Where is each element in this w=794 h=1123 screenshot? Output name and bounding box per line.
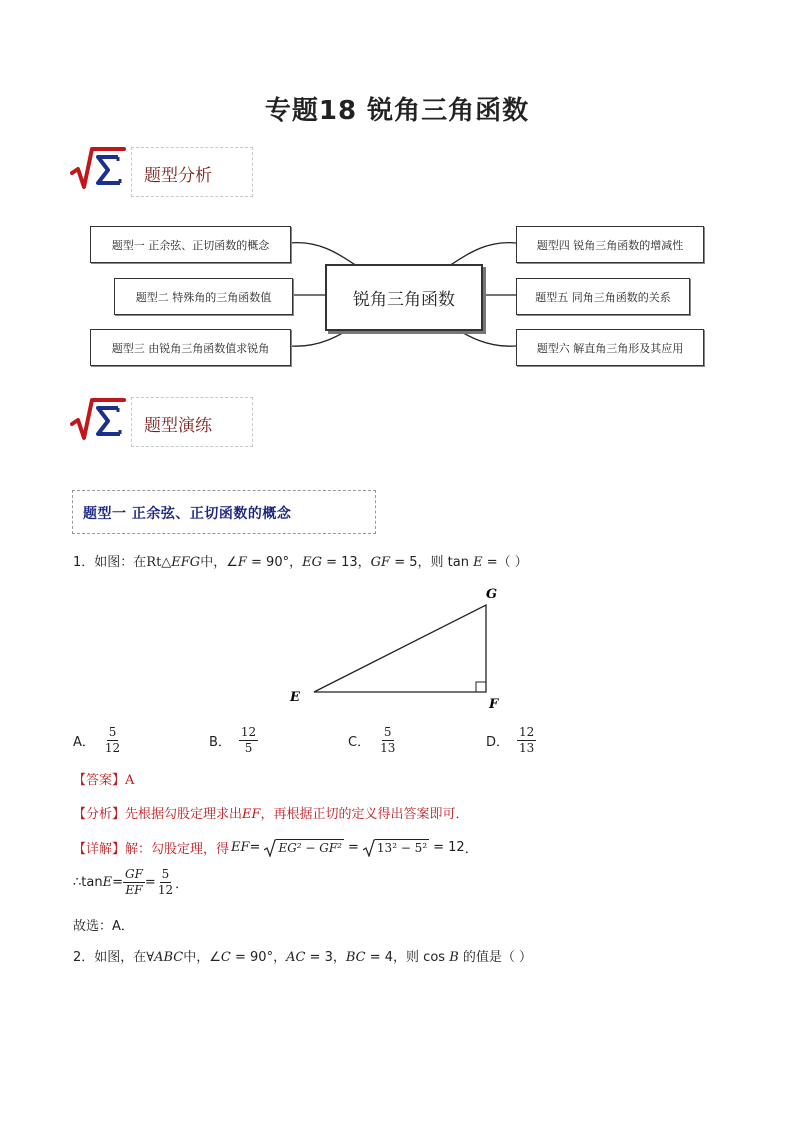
fraction-denominator: 12 <box>104 741 121 755</box>
therefore-fraction <box>123 867 145 898</box>
q2-stem-text: = 3， <box>305 950 346 965</box>
vertex-label-f: F <box>489 697 499 712</box>
therefore-eq: = <box>112 875 123 890</box>
mindmap-node-type1: 题型一 正余弦、正切函数的概念 <box>90 226 291 263</box>
page-title: 专题18 锐角三角函数 <box>264 96 530 126</box>
vertex-label-e: E <box>290 690 300 705</box>
mindmap-center-node: 锐角三角函数 <box>325 264 483 331</box>
section-label-analysis: 题型分析 <box>144 166 212 186</box>
triangle-efg <box>314 605 486 692</box>
option-letter: C． <box>348 735 371 750</box>
fraction-numerator: GF <box>124 867 143 881</box>
fraction-denominator: EF <box>125 883 143 897</box>
option-fraction <box>239 725 258 756</box>
q2-stem-var: B <box>449 950 459 965</box>
fraction-numerator: 5 <box>161 867 170 881</box>
detail-eq: = <box>348 840 359 855</box>
option-letter: B． <box>209 735 231 750</box>
sqrt-radical <box>264 839 344 857</box>
section-label-practice: 题型演练 <box>144 416 212 436</box>
fraction-denominator: 13 <box>519 741 535 755</box>
fraction-denominator: 12 <box>157 883 174 897</box>
fraction-numerator: 5 <box>383 725 392 739</box>
option-letter: A． <box>73 735 95 750</box>
sqrt-sign-icon <box>363 839 375 857</box>
q2-stem-text: = 90°， <box>230 950 287 965</box>
mindmap-node-type6: 题型六 解直角三角形及其应用 <box>516 329 704 366</box>
q1-choose: 故选：A． <box>73 919 134 934</box>
q1-stem-text: = 13， <box>321 555 371 570</box>
therefore-fraction <box>156 867 175 898</box>
radicand: 13² − 5² <box>376 840 428 855</box>
sigma-sqrt-icon <box>70 396 126 444</box>
therefore-eq: = <box>144 875 156 890</box>
q1-stem-triangle: EFG <box>171 555 201 570</box>
q1-stem <box>73 551 528 570</box>
q1-stem-var: GF <box>370 555 391 570</box>
detail-tag: 【详解】 <box>73 842 126 857</box>
q1-triangle-figure <box>280 580 520 715</box>
q2-stem-triangle: ∀ABC <box>146 950 184 965</box>
mindmap-node-type3: 题型三 由锐角三角函数值求锐角 <box>90 329 291 366</box>
q1-stem-text: 中，∠ <box>200 555 238 570</box>
answer-tag: 【答案】 <box>73 773 126 788</box>
right-angle-mark <box>476 682 486 692</box>
q2-stem-text: 中，∠ <box>183 950 221 965</box>
q2-stem-var: BC <box>345 950 366 965</box>
analysis-text: ，再根据正切的定义得出答案即可． <box>260 807 469 822</box>
q1-option-a[interactable] <box>73 725 122 756</box>
q2-stem-var: AC <box>286 950 306 965</box>
q1-answer <box>73 769 134 788</box>
q1-option-b[interactable] <box>209 725 258 756</box>
analysis-text: 先根据勾股定理求出 <box>125 807 243 822</box>
q1-stem-var: EG <box>302 555 322 570</box>
fraction-denominator: 5 <box>244 741 253 755</box>
radicand: EG² − GF² <box>278 840 343 855</box>
q1-stem-text: = 5，则 tan <box>390 555 474 570</box>
q1-detail <box>73 838 478 857</box>
fraction-numerator: 12 <box>240 725 257 739</box>
q1-stem-var: F <box>237 555 247 570</box>
detail-text: 解：勾股定理，得 <box>125 842 230 857</box>
answer-value: A <box>125 773 135 788</box>
q1-stem-prefix: 1．如图：在 <box>73 555 147 570</box>
detail-eq: = 12 <box>433 840 465 855</box>
therefore-var: E <box>102 875 113 890</box>
q1-option-d[interactable] <box>486 725 536 756</box>
analysis-var: EF <box>242 807 261 822</box>
mindmap-node-type4: 题型四 锐角三角函数的增减性 <box>516 226 704 263</box>
fraction-numerator: 5 <box>108 725 117 739</box>
q1-therefore <box>73 867 188 898</box>
detail-var: EF <box>231 840 250 855</box>
detail-eq: ． <box>464 842 478 857</box>
q1-analysis <box>73 803 469 822</box>
q1-stem-text: =（ ） <box>482 555 528 570</box>
mindmap-node-type2: 题型二 特殊角的三角函数值 <box>114 278 293 315</box>
option-letter: D． <box>486 735 510 750</box>
fraction-denominator: 13 <box>380 741 396 755</box>
option-fraction <box>517 725 536 756</box>
q1-stem-rt: Rt△ <box>146 555 172 570</box>
sqrt-sign-icon <box>264 839 276 857</box>
type1-header-label: 题型一 正余弦、正切函数的概念 <box>83 506 292 522</box>
sqrt-radical <box>363 839 429 857</box>
therefore-end: ． <box>175 877 189 892</box>
q1-stem-text: = 90°， <box>246 555 303 570</box>
therefore-text: ∴tan <box>73 875 103 890</box>
option-fraction <box>378 725 397 756</box>
mindmap-node-type5: 题型五 同角三角函数的关系 <box>516 278 690 315</box>
q1-stem-var: E <box>473 555 483 570</box>
q2-stem-text: 的值是（ ） <box>458 950 533 965</box>
fraction-numerator: 12 <box>519 725 535 739</box>
q2-stem-var: C <box>220 950 231 965</box>
q2-stem-text: = 4，则 cos <box>365 950 450 965</box>
option-fraction <box>103 725 122 756</box>
vertex-label-g: G <box>486 587 498 602</box>
analysis-tag: 【分析】 <box>73 807 126 822</box>
q1-option-c[interactable] <box>348 725 397 756</box>
q2-stem <box>73 946 532 965</box>
q2-stem-text: 2．如图，在 <box>73 950 147 965</box>
detail-eq: = <box>249 840 261 855</box>
